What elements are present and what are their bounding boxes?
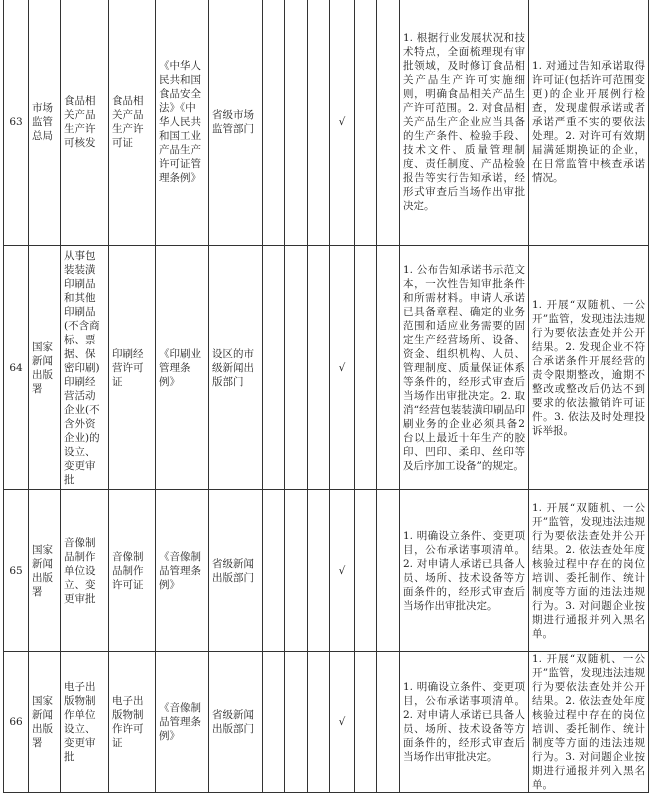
supervision-measures-cell: 1. 开展“双随机、一公开”监管，发现违法违规行为要依法查处并公开结果。2. 依法查处年度核验过程中存在的岗位培训、委托制作、统计制度等方面的违法违规行为。3. 对问题企业按期进行通报并列入黑名单。: [529, 490, 649, 652]
table-row: [4, 652, 649, 793]
row-number: 63: [4, 0, 29, 246]
department-cell: 国家新闻出版署: [29, 490, 61, 652]
department-cell: 国家新闻出版署: [29, 652, 61, 793]
approval-authority-cell: 省级新闻出版部门: [209, 490, 263, 652]
table-row: [4, 490, 649, 652]
empty-cell: [263, 652, 285, 793]
check-mark: √: [330, 0, 355, 246]
row-number: 64: [4, 246, 29, 490]
empty-cell: [263, 246, 285, 490]
reform-measures-cell: 1. 明确设立条件、变更项目，公布承诺事项清单。2. 对申请人承诺已具备人员、场所、技术设备等方面条件的，经形式审查后当场作出审批决定。: [400, 490, 529, 652]
department-cell: 国家新闻出版署: [29, 246, 61, 490]
table-row: [4, 0, 649, 246]
supervision-measures-cell: 1. 开展“双随机、一公开”监管，发现违法违规行为要依法查处并公开结果。2. 依法查处年度核验过程中存在的岗位培训、委托制作、统计制度等方面的违法违规行为。3. 对问题企业按期进行通报并列入黑名单。: [529, 652, 649, 793]
empty-cell: [377, 246, 400, 490]
supervision-measures-cell: 1. 开展“双随机、一公开”监管，发现违法违规行为要依法查处并公开结果。2. 发现企业不符合承诺条件开展经营的责令限期整改，逾期不整改或整改后仍达不到要求的依法撤销许可证件。3. 依法及时处理投诉举报。: [529, 246, 649, 490]
department-cell: 市场监管总局: [29, 0, 61, 246]
empty-cell: [355, 652, 377, 793]
empty-cell: [285, 652, 308, 793]
legal-basis-cell: 《印刷业管理条例》: [156, 246, 209, 490]
reform-measures-cell: 1. 根据行业发展状况和技术特点，全面梳理现有审批领域，及时修订食品相关产品生产许可实施细则，明确食品相关产品生产许可范围。2. 对食品相关产品生产企业应当具备的生产条件、检验手段、技术文件、质量管理制度、责任制度、产品检验报告等实行告知承诺，经形式审查后当场作出审批决定。: [400, 0, 529, 246]
legal-basis-cell: 《中华人民共和国食品安全法》《中华人民共和国工业产品生产许可证管理条例》: [156, 0, 209, 246]
empty-cell: [355, 246, 377, 490]
row-number: 65: [4, 490, 29, 652]
empty-cell: [263, 490, 285, 652]
item-name-cell: 食品相关产品生产许可核发: [61, 0, 109, 246]
empty-cell: [285, 490, 308, 652]
license-cell: 电子出版物制作许可证: [109, 652, 156, 793]
reform-measures-cell: 1. 明确设立条件、变更项目，公布承诺事项清单。2. 对申请人承诺已具备人员、场所、技术设备等方面条件的，经形式审查后当场作出审批决定。: [400, 652, 529, 793]
approval-reform-table: [3, 0, 649, 793]
license-cell: 印刷经营许可证: [109, 246, 156, 490]
check-mark: √: [330, 490, 355, 652]
legal-basis-cell: 《音像制品管理条例》: [156, 490, 209, 652]
empty-cell: [285, 246, 308, 490]
license-cell: 音像制品制作许可证: [109, 490, 156, 652]
license-cell: 食品相关产品生产许可证: [109, 0, 156, 246]
empty-cell: [308, 246, 330, 490]
empty-cell: [308, 490, 330, 652]
empty-cell: [355, 490, 377, 652]
row-number: 66: [4, 652, 29, 793]
empty-cell: [263, 0, 285, 246]
item-name-cell: 音像制品制作单位设立、变更审批: [61, 490, 109, 652]
empty-cell: [377, 490, 400, 652]
approval-authority-cell: 省级新闻出版部门: [209, 652, 263, 793]
check-mark: √: [330, 652, 355, 793]
legal-basis-cell: 《音像制品管理条例》: [156, 652, 209, 793]
empty-cell: [308, 652, 330, 793]
empty-cell: [285, 0, 308, 246]
supervision-measures-cell: 1. 对通过告知承诺取得许可证(包括许可范围变更)的企业开展例行检查，发现虚假承诺或者承诺严重不实的要依法处理。2. 对许可有效期届满延期换证的企业，在日常监管中核查承诺情况。: [529, 0, 649, 246]
empty-cell: [377, 0, 400, 246]
empty-cell: [355, 0, 377, 246]
empty-cell: [377, 652, 400, 793]
item-name-cell: 电子出版物制作单位设立、变更审批: [61, 652, 109, 793]
item-name-cell: 从事包装装潢印刷品和其他印刷品(不含商标、票据、保密印刷)印刷经营活动企业(不含外资企业)的设立、变更审批: [61, 246, 109, 490]
table-row: [4, 246, 649, 490]
approval-authority-cell: 省级市场监管部门: [209, 0, 263, 246]
approval-authority-cell: 设区的市级新闻出版部门: [209, 246, 263, 490]
reform-measures-cell: 1. 公布告知承诺书示范文本，一次性告知审批条件和所需材料。申请人承诺已具备章程、确定的业务范围和适应业务需要的固定生产经营场所、设备、资金、组织机构、人员、管理制度、质量保证体系等条件的，经形式审查后当场作出审批决定。2. 取消“经营包装装潢印刷品印刷业务的企业必须具备2台以上最近十年生产的胶印、凹印、柔印、丝印等及后序加工设备”的规定。: [400, 246, 529, 490]
check-mark: √: [330, 246, 355, 490]
empty-cell: [308, 0, 330, 246]
